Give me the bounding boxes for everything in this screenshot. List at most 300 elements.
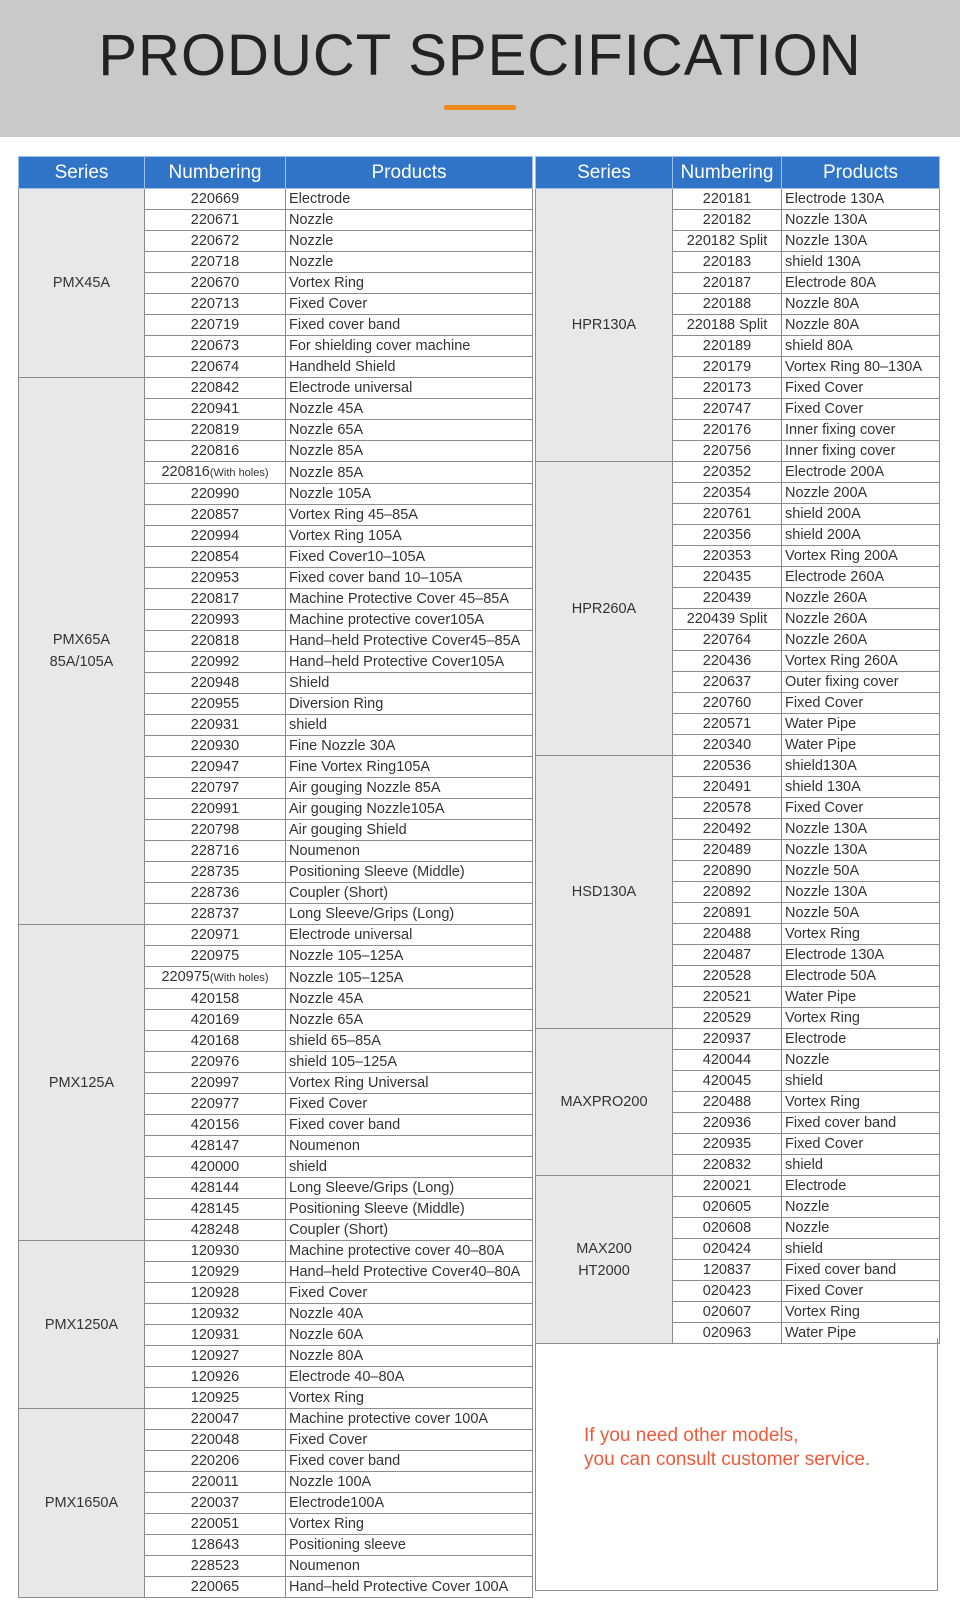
numbering-value: 220955	[190, 696, 240, 712]
product-cell: Nozzle 40A	[286, 1304, 533, 1325]
numbering-cell	[673, 903, 782, 924]
numbering-cell	[145, 210, 286, 231]
numbering-cell	[145, 1031, 286, 1052]
product-cell: Electrode universal	[286, 925, 533, 946]
numbering-value: 220637	[702, 674, 752, 690]
product-cell: Fixed Cover	[286, 294, 533, 315]
numbering-value: 220051	[190, 1516, 240, 1532]
numbering-cell	[673, 1050, 782, 1071]
product-cell: Positioning sleeve	[286, 1535, 533, 1556]
numbering-value: 220436	[702, 653, 752, 669]
numbering-cell	[145, 1115, 286, 1136]
numbering-value: 120926	[190, 1369, 240, 1385]
numbering-cell	[673, 630, 782, 651]
product-cell: Long Sleeve/Grips (Long)	[286, 1178, 533, 1199]
numbering-cell	[145, 1157, 286, 1178]
product-cell: Fixed cover band	[286, 315, 533, 336]
numbering-cell	[145, 631, 286, 652]
numbering-value: 420168	[190, 1033, 240, 1049]
numbering-value: 220941	[190, 401, 240, 417]
numbering-value: 020963	[702, 1325, 752, 1341]
table-row	[536, 756, 940, 777]
numbering-value: 428144	[190, 1180, 240, 1196]
product-cell: Nozzle	[782, 1197, 940, 1218]
numbering-value: 220842	[190, 380, 240, 396]
numbering-cell	[673, 987, 782, 1008]
numbering-cell	[145, 441, 286, 462]
product-cell: shield 65–85A	[286, 1031, 533, 1052]
product-cell: shield130A	[782, 756, 940, 777]
numbering-value: 220435	[702, 569, 752, 585]
numbering-value: 220719	[190, 317, 240, 333]
numbering-cell	[145, 462, 286, 484]
product-cell: Vortex Ring 200A	[782, 546, 940, 567]
numbering-value: 420158	[190, 991, 240, 1007]
numbering-cell	[145, 799, 286, 820]
numbering-cell	[145, 1556, 286, 1577]
product-cell: Electrode	[286, 189, 533, 210]
product-cell: Nozzle 260A	[782, 588, 940, 609]
numbering-cell	[145, 652, 286, 673]
product-cell: Nozzle	[286, 210, 533, 231]
table-row	[19, 925, 533, 946]
product-cell: Electrode 80A	[782, 273, 940, 294]
product-cell: Water Pipe	[782, 714, 940, 735]
numbering-value: 220528	[702, 968, 752, 984]
product-cell: Electrode 260A	[782, 567, 940, 588]
numbering-cell	[673, 1008, 782, 1029]
product-cell: Hand–held Protective Cover45–85A	[286, 631, 533, 652]
product-cell: Electrode100A	[286, 1493, 533, 1514]
product-cell: Hand–held Protective Cover 100A	[286, 1577, 533, 1598]
numbering-cell	[673, 1134, 782, 1155]
product-cell: Machine protective cover 40–80A	[286, 1241, 533, 1262]
product-cell: Fixed cover band	[782, 1260, 940, 1281]
product-cell: Fixed Cover	[782, 399, 940, 420]
numbering-value: 220491	[702, 779, 752, 795]
numbering-value: 220488	[702, 1094, 752, 1110]
header-series: Series	[19, 157, 145, 189]
numbering-cell	[673, 714, 782, 735]
product-cell: Electrode 40–80A	[286, 1367, 533, 1388]
product-cell: Fixed Cover	[782, 1281, 940, 1302]
product-cell: Nozzle 130A	[782, 840, 940, 861]
numbering-value: 220352	[702, 464, 752, 480]
numbering-value: 120930	[190, 1243, 240, 1259]
numbering-cell	[145, 505, 286, 526]
numbering-value: 220993	[190, 612, 240, 628]
product-cell: Nozzle 130A	[782, 882, 940, 903]
series-cell: PMX45A	[19, 189, 145, 378]
product-cell: Vortex Ring 260A	[782, 651, 940, 672]
series-cell: PMX1650A	[19, 1409, 145, 1598]
product-cell: Noumenon	[286, 1136, 533, 1157]
numbering-cell	[145, 1451, 286, 1472]
numbering-value: 220991	[190, 801, 240, 817]
product-cell: Nozzle 105–125A	[286, 946, 533, 967]
product-cell: For shielding cover machine	[286, 336, 533, 357]
numbering-cell	[673, 651, 782, 672]
consult-text: If you need other models, you can consult customer service.	[584, 1425, 871, 1470]
product-cell: Fixed cover band	[286, 1115, 533, 1136]
numbering-value: 020607	[702, 1304, 752, 1320]
product-cell: Nozzle 130A	[782, 231, 940, 252]
numbering-value: 220578	[702, 800, 752, 816]
numbering-value: 220669	[190, 191, 240, 207]
product-cell: Electrode 130A	[782, 945, 940, 966]
numbering-cell	[673, 336, 782, 357]
product-cell: Nozzle	[286, 252, 533, 273]
numbering-value: 220048	[190, 1432, 240, 1448]
numbering-value: 220953	[190, 570, 240, 586]
numbering-cell	[145, 1241, 286, 1262]
numbering-cell	[673, 315, 782, 336]
numbering-value: 428145	[190, 1201, 240, 1217]
product-cell: shield 130A	[782, 252, 940, 273]
product-cell: shield	[782, 1071, 940, 1092]
numbering-value: 220797	[190, 780, 240, 796]
product-cell: Inner fixing cover	[782, 441, 940, 462]
table-row	[536, 1176, 940, 1197]
product-cell: Nozzle 50A	[782, 903, 940, 924]
numbering-value: 220930	[190, 738, 240, 754]
numbering-cell	[145, 715, 286, 736]
numbering-cell	[145, 589, 286, 610]
numbering-cell	[673, 504, 782, 525]
numbering-cell	[145, 378, 286, 399]
numbering-value: 220764	[702, 632, 752, 648]
numbering-cell	[673, 819, 782, 840]
title-accent-bar	[444, 105, 516, 110]
numbering-value: 220047	[190, 1411, 240, 1427]
numbering-value: 220890	[702, 863, 752, 879]
numbering-value: 220947	[190, 759, 240, 775]
numbering-value: 420169	[190, 1012, 240, 1028]
numbering-value: 228736	[190, 885, 240, 901]
product-cell: Nozzle 105–125A	[286, 967, 533, 989]
product-cell: Nozzle 65A	[286, 1010, 533, 1031]
numbering-value: 220937	[702, 1031, 752, 1047]
numbering-cell	[145, 484, 286, 505]
numbering-cell	[145, 1052, 286, 1073]
numbering-value: 220819	[190, 422, 240, 438]
numbering-value: 220992	[190, 654, 240, 670]
numbering-value: 220713	[190, 296, 240, 312]
numbering-value: 220975	[190, 948, 240, 964]
product-cell: Nozzle 80A	[782, 315, 940, 336]
series-cell: MAXPRO200	[536, 1029, 673, 1176]
numbering-cell	[673, 1260, 782, 1281]
product-cell: Fixed Cover	[782, 693, 940, 714]
numbering-value: 220571	[702, 716, 752, 732]
numbering-cell	[145, 820, 286, 841]
numbering-value: 420044	[702, 1052, 752, 1068]
numbering-cell	[145, 1514, 286, 1535]
product-cell: shield 80A	[782, 336, 940, 357]
numbering-value: 220182 Split	[686, 233, 768, 249]
product-cell: Water Pipe	[782, 735, 940, 756]
numbering-value: 220891	[702, 905, 752, 921]
numbering-cell	[673, 756, 782, 777]
product-cell: Fixed Cover	[286, 1283, 533, 1304]
numbering-value: 020605	[702, 1199, 752, 1215]
product-cell: Diversion Ring	[286, 694, 533, 715]
product-cell: Nozzle 85A	[286, 462, 533, 484]
numbering-cell	[145, 694, 286, 715]
numbering-cell	[673, 861, 782, 882]
numbering-value: 220189	[702, 338, 752, 354]
product-cell: shield 200A	[782, 504, 940, 525]
product-cell: Nozzle 260A	[782, 609, 940, 630]
numbering-cell	[145, 1262, 286, 1283]
product-cell: Handheld Shield	[286, 357, 533, 378]
numbering-cell	[673, 1197, 782, 1218]
numbering-value: 220183	[702, 254, 752, 270]
product-cell: Air gouging Nozzle 85A	[286, 778, 533, 799]
product-cell: Fixed Cover	[782, 378, 940, 399]
product-cell: Fine Vortex Ring105A	[286, 757, 533, 778]
numbering-value: 220756	[702, 443, 752, 459]
product-cell: Vortex Ring 45–85A	[286, 505, 533, 526]
numbering-cell	[145, 1493, 286, 1514]
numbering-cell	[145, 1283, 286, 1304]
numbering-value: 220832	[702, 1157, 752, 1173]
product-cell: Water Pipe	[782, 987, 940, 1008]
numbering-cell	[145, 989, 286, 1010]
numbering-cell	[673, 189, 782, 210]
product-cell: shield	[286, 1157, 533, 1178]
series-cell: MAX200 HT2000	[536, 1176, 673, 1344]
numbering-value: 220356	[702, 527, 752, 543]
numbering-value: 220935	[702, 1136, 752, 1152]
numbering-value: 120932	[190, 1306, 240, 1322]
numbering-value: 220977	[190, 1096, 240, 1112]
product-cell: Water Pipe	[782, 1323, 940, 1344]
numbering-value: 220816	[190, 443, 240, 459]
numbering-cell	[145, 904, 286, 925]
header-series: Series	[536, 157, 673, 189]
numbering-value: 220798	[190, 822, 240, 838]
numbering-value: 220206	[190, 1453, 240, 1469]
numbering-value: 220671	[190, 212, 240, 228]
numbering-cell	[673, 1092, 782, 1113]
numbering-cell	[673, 546, 782, 567]
series-cell: HSD130A	[536, 756, 673, 1029]
numbering-cell	[145, 547, 286, 568]
numbering-value: 420045	[702, 1073, 752, 1089]
header-products: Products	[286, 157, 533, 189]
product-cell: Hand–held Protective Cover105A	[286, 652, 533, 673]
numbering-value: 220021	[702, 1178, 752, 1194]
series-cell: HPR130A	[536, 189, 673, 462]
product-cell: Vortex Ring	[286, 273, 533, 294]
page-title: PRODUCT SPECIFICATION	[98, 23, 862, 88]
numbering-value: 220857	[190, 507, 240, 523]
numbering-cell	[145, 946, 286, 967]
numbering-cell	[673, 1302, 782, 1323]
product-cell: Noumenon	[286, 1556, 533, 1577]
numbering-cell	[145, 1472, 286, 1493]
numbering-value: 120927	[190, 1348, 240, 1364]
product-cell: Vortex Ring Universal	[286, 1073, 533, 1094]
product-cell: Outer fixing cover	[782, 672, 940, 693]
product-cell: Nozzle	[286, 231, 533, 252]
numbering-value: 220931	[190, 717, 240, 733]
numbering-cell	[673, 462, 782, 483]
numbering-value: 220439	[702, 590, 752, 606]
product-cell: Positioning Sleeve (Middle)	[286, 862, 533, 883]
numbering-cell	[145, 1535, 286, 1556]
product-cell: Fixed Cover10–105A	[286, 547, 533, 568]
numbering-value: 228523	[190, 1558, 240, 1574]
numbering-value: 220521	[702, 989, 752, 1005]
numbering-cell	[145, 568, 286, 589]
product-cell: shield 105–125A	[286, 1052, 533, 1073]
series-cell: HPR260A	[536, 462, 673, 756]
numbering-value: 220994	[190, 528, 240, 544]
product-cell: Vortex Ring	[286, 1514, 533, 1535]
numbering-cell	[145, 1325, 286, 1346]
product-cell: shield	[782, 1239, 940, 1260]
numbering-cell	[673, 420, 782, 441]
numbering-cell	[673, 945, 782, 966]
numbering-value: 220536	[702, 758, 752, 774]
numbering-value: 220340	[702, 737, 752, 753]
numbering-value: 220976	[190, 1054, 240, 1070]
numbering-cell	[673, 273, 782, 294]
numbering-value: 220188 Split	[686, 317, 768, 333]
product-cell: Nozzle 130A	[782, 819, 940, 840]
numbering-cell	[145, 357, 286, 378]
numbering-cell	[673, 378, 782, 399]
numbering-value: 220353	[702, 548, 752, 564]
spec-table-left	[18, 156, 533, 1598]
numbering-cell	[673, 966, 782, 987]
product-cell: Vortex Ring	[782, 1092, 940, 1113]
numbering-cell	[145, 841, 286, 862]
numbering-cell	[145, 273, 286, 294]
numbering-cell	[145, 967, 286, 989]
numbering-value: 220997	[190, 1075, 240, 1091]
numbering-cell	[145, 1577, 286, 1598]
numbering-value: 220489	[702, 842, 752, 858]
product-cell: Nozzle 60A	[286, 1325, 533, 1346]
numbering-cell	[673, 840, 782, 861]
product-cell: Nozzle 105A	[286, 484, 533, 505]
numbering-cell	[145, 189, 286, 210]
numbering-value: 220672	[190, 233, 240, 249]
numbering-cell	[673, 567, 782, 588]
numbering-value: 428248	[190, 1222, 240, 1238]
numbering-cell	[145, 1073, 286, 1094]
product-cell: Electrode	[782, 1176, 940, 1197]
product-cell: Electrode 130A	[782, 189, 940, 210]
numbering-value: 220176	[702, 422, 752, 438]
numbering-note: (With holes)	[209, 467, 269, 479]
product-cell: Air gouging Nozzle105A	[286, 799, 533, 820]
numbering-cell	[673, 693, 782, 714]
numbering-cell	[673, 588, 782, 609]
numbering-value: 020424	[702, 1241, 752, 1257]
numbering-value: 120837	[702, 1262, 752, 1278]
numbering-cell	[673, 798, 782, 819]
product-cell: Nozzle 80A	[782, 294, 940, 315]
numbering-value: 220037	[190, 1495, 240, 1511]
product-cell: Shield	[286, 673, 533, 694]
product-cell: Nozzle	[782, 1050, 940, 1071]
numbering-value: 120928	[190, 1285, 240, 1301]
numbering-cell	[145, 757, 286, 778]
product-cell: Nozzle 260A	[782, 630, 940, 651]
numbering-cell	[673, 441, 782, 462]
numbering-cell	[145, 883, 286, 904]
table-row	[19, 378, 533, 399]
product-cell: Nozzle 100A	[286, 1472, 533, 1493]
numbering-cell	[673, 483, 782, 504]
numbering-cell	[145, 1010, 286, 1031]
numbering-value: 220187	[702, 275, 752, 291]
table-row	[19, 1241, 533, 1262]
numbering-cell	[673, 1239, 782, 1260]
product-cell: Coupler (Short)	[286, 883, 533, 904]
numbering-cell	[145, 736, 286, 757]
numbering-value: 220854	[190, 549, 240, 565]
table-row	[536, 1029, 940, 1050]
numbering-cell	[673, 1176, 782, 1197]
product-cell: shield	[286, 715, 533, 736]
numbering-value: 220670	[190, 275, 240, 291]
product-cell: Nozzle 130A	[782, 210, 940, 231]
series-cell: PMX1250A	[19, 1241, 145, 1409]
numbering-cell	[145, 526, 286, 547]
numbering-cell	[673, 1218, 782, 1239]
header-numbering: Numbering	[145, 157, 286, 189]
product-cell: Vortex Ring	[782, 1008, 940, 1029]
numbering-cell	[673, 1029, 782, 1050]
numbering-cell	[145, 1430, 286, 1451]
numbering-value: 220892	[702, 884, 752, 900]
numbering-value: 220488	[702, 926, 752, 942]
numbering-cell	[673, 252, 782, 273]
numbering-value: 428147	[190, 1138, 240, 1154]
product-cell: Fixed Cover	[782, 1134, 940, 1155]
numbering-value: 220529	[702, 1010, 752, 1026]
product-cell: Machine protective cover 100A	[286, 1409, 533, 1430]
numbering-value: 220182	[702, 212, 752, 228]
product-cell: Hand–held Protective Cover40–80A	[286, 1262, 533, 1283]
numbering-cell	[673, 1113, 782, 1134]
numbering-value: 220990	[190, 486, 240, 502]
numbering-cell	[145, 1409, 286, 1430]
numbering-value: 220673	[190, 338, 240, 354]
numbering-cell	[673, 609, 782, 630]
numbering-cell	[145, 399, 286, 420]
header-products: Products	[782, 157, 940, 189]
numbering-value: 120925	[190, 1390, 240, 1406]
numbering-note: (With holes)	[209, 972, 269, 984]
product-cell: Nozzle	[782, 1218, 940, 1239]
numbering-cell	[673, 294, 782, 315]
numbering-cell	[673, 1281, 782, 1302]
product-cell: Vortex Ring 105A	[286, 526, 533, 547]
numbering-value: 220747	[702, 401, 752, 417]
numbering-value: 220181	[702, 191, 752, 207]
numbering-value: 420000	[190, 1159, 240, 1175]
table-row	[19, 1409, 533, 1430]
numbering-cell	[145, 1094, 286, 1115]
product-cell: Fixed Cover	[286, 1094, 533, 1115]
numbering-cell	[673, 525, 782, 546]
